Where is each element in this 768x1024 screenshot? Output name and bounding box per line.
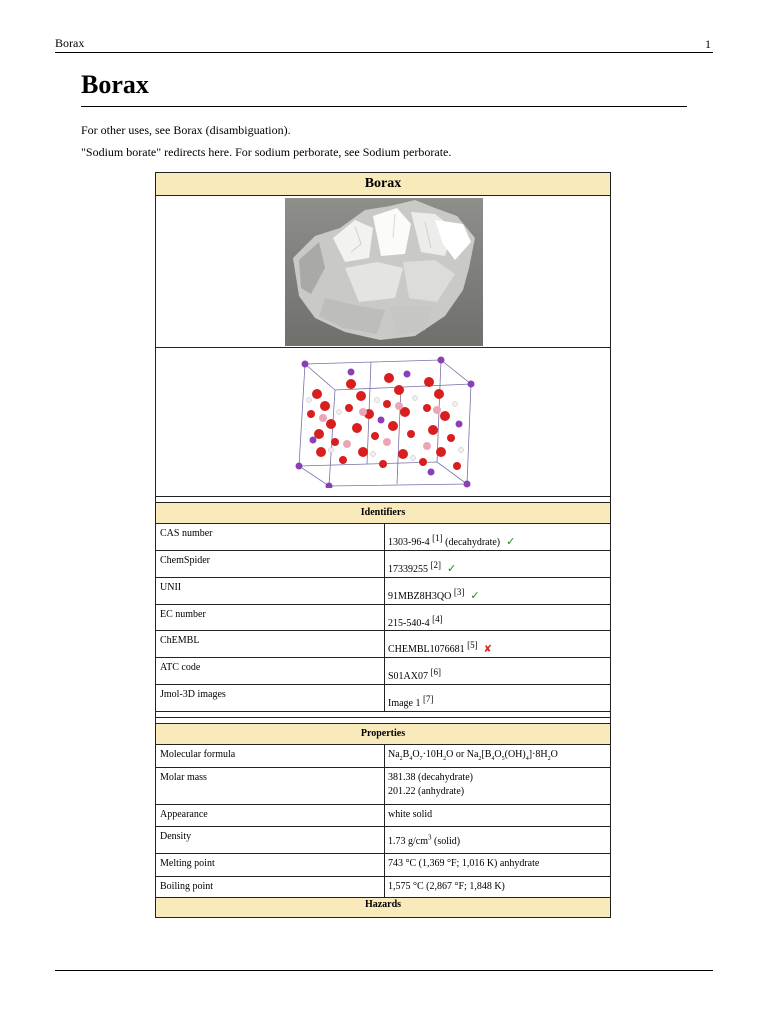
row-value: 1,575 °C (2,867 °F; 1,848 K)	[388, 881, 505, 892]
row-appearance	[156, 805, 610, 827]
row-value: 743 °C (1,369 °F; 1,016 K) anhydrate	[388, 858, 540, 869]
ref-link[interactable]: [6]	[430, 667, 442, 677]
chem-infobox	[155, 172, 611, 918]
section-header-hazards: Hazards	[156, 898, 610, 917]
row-value: 1303-96-4 [1] (decahydrate) ✓	[388, 533, 516, 548]
molar-mass-anhydrate: 201.22 (anhydrate)	[388, 786, 465, 797]
ref-link[interactable]: [7]	[423, 694, 434, 704]
row-density	[156, 827, 610, 854]
row-label: Density	[160, 831, 192, 842]
row-label: ChemSpider	[160, 555, 210, 566]
borax-crystal-structure-model	[291, 354, 477, 488]
row-unii	[156, 578, 610, 605]
hatnote-redirect: "Sodium borate" redirects here. For sodium perborate, see Sodium perborate.	[81, 145, 452, 159]
row-melting-point	[156, 854, 610, 877]
row-ec-number	[156, 605, 610, 631]
section-header-identifiers: Identifiers	[156, 503, 610, 524]
ref-link[interactable]: [5]	[467, 640, 478, 650]
row-label: ChEMBL	[160, 635, 200, 646]
row-boiling-point	[156, 877, 610, 898]
row-jmol-3d	[156, 685, 610, 712]
molar-mass-decahydrate: 381.38 (decahydrate)	[388, 772, 473, 783]
row-value: 1.73 $g/cm^3$ (solid)	[388, 833, 461, 847]
running-header	[55, 36, 713, 53]
verified-check-icon: ✓	[447, 562, 457, 575]
page-title: Borax	[81, 70, 687, 107]
molecular-formula-value: $Na_2B_4O_7\cdot 10H_2O$ or $Na_2[B_4O_5(OH)_4]\cdot 8H_2O$	[388, 749, 558, 762]
row-label: UNII	[160, 582, 182, 593]
page-number: 1	[705, 37, 711, 51]
row-label: EC number	[160, 609, 206, 620]
row-cas-number	[156, 524, 610, 551]
row-label: Molar mass	[160, 772, 207, 783]
row-value: white solid	[388, 809, 433, 820]
ref-link[interactable]: [1]	[432, 533, 443, 543]
row-value: CHEMBL1076681 [5] ✘	[388, 640, 493, 655]
section-header-properties: Properties	[156, 724, 610, 745]
row-atc-code	[156, 658, 610, 685]
ref-link[interactable]: [3]	[453, 587, 465, 597]
ref-link[interactable]: [2]	[430, 560, 441, 570]
jmol-image-link[interactable]: Image 1	[388, 698, 421, 709]
footer-rule	[55, 970, 713, 971]
verified-check-icon: ✓	[506, 535, 516, 548]
row-chemspider	[156, 551, 610, 578]
row-label: Molecular formula	[160, 749, 236, 760]
ref-link[interactable]: [4]	[432, 614, 443, 624]
row-value: 17339255 [2] ✓	[388, 560, 457, 575]
not-verified-cross-icon: ✘	[483, 644, 493, 655]
row-label: Appearance	[160, 809, 208, 820]
borax-photo-cell	[156, 196, 610, 348]
row-molecular-formula	[156, 745, 610, 768]
row-molar-mass	[156, 768, 610, 805]
row-label: Boiling point	[160, 881, 214, 892]
infobox-title: Borax	[156, 173, 610, 196]
row-value: 215-540-4 [4]	[388, 614, 443, 629]
row-label: CAS number	[160, 528, 213, 539]
hatnote-disambiguation: For other uses, see Borax (disambiguation).	[81, 123, 291, 137]
row-value	[388, 694, 434, 709]
running-header-title: Borax	[55, 36, 85, 50]
crystal-structure-cell	[156, 348, 610, 497]
row-label: ATC code	[160, 662, 201, 673]
row-label: Melting point	[160, 858, 215, 869]
row-label: Jmol-3D images	[160, 689, 226, 700]
verified-check-icon: ✓	[470, 589, 480, 602]
row-value: S01AX07 [6]	[388, 667, 442, 682]
borax-crystal-photo	[285, 198, 483, 346]
row-value: 91MBZ8H3QO [3] ✓	[388, 587, 480, 602]
row-chembl	[156, 631, 610, 658]
